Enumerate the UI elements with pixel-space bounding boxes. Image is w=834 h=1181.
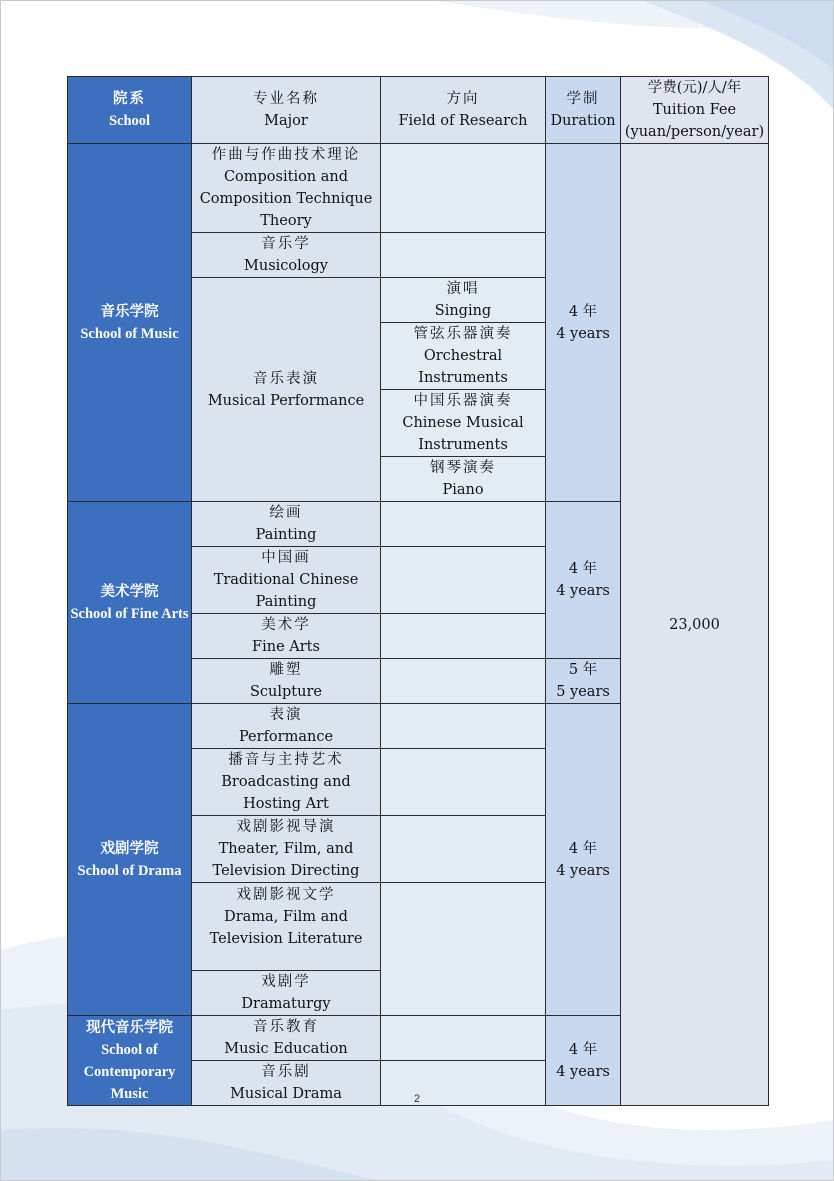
school-en: School of Drama	[77, 862, 182, 879]
field-cell	[381, 390, 546, 457]
page-number: 2	[413, 1093, 421, 1105]
major-en: Musical Drama	[230, 1086, 342, 1102]
major-zh: 绘画	[269, 505, 303, 521]
major-en: Composition and Composition Technique Theory	[199, 169, 373, 229]
major-cell	[192, 816, 381, 883]
major-zh: 播音与主持艺术	[228, 752, 344, 768]
field-cell	[381, 278, 546, 323]
major-en: Musicology	[244, 258, 328, 274]
field-cell-empty	[381, 144, 546, 233]
major-zh: 音乐剧	[261, 1064, 311, 1080]
school-cell-fine-arts	[68, 502, 192, 704]
school-zh: 现代音乐学院	[86, 1019, 173, 1036]
duration-zh: 4 年	[568, 303, 598, 320]
school-zh: 音乐学院	[100, 303, 159, 320]
field-cell-empty	[381, 749, 546, 816]
field-cell-empty	[381, 1016, 546, 1061]
field-en: Orchestral Instruments	[418, 348, 508, 386]
major-en: Fine Arts	[252, 639, 320, 655]
major-cell	[192, 233, 381, 278]
field-zh: 钢琴演奏	[430, 460, 496, 476]
header-fee	[621, 77, 769, 144]
field-zh: 中国乐器演奏	[413, 393, 513, 409]
major-zh: 美术学	[261, 617, 311, 633]
school-cell-drama	[68, 704, 192, 1016]
school-zh: 戏剧学院	[100, 840, 159, 857]
major-zh: 音乐学	[261, 236, 311, 252]
major-cell	[192, 1016, 381, 1061]
major-cell	[192, 502, 381, 547]
duration-en: 4 years	[556, 862, 610, 879]
major-en: Broadcasting and Hosting Art	[221, 774, 351, 812]
header-major-zh: 专业名称	[253, 91, 319, 107]
field-cell-empty	[381, 614, 546, 659]
duration-cell-contemporary-music	[546, 1016, 621, 1106]
school-en: School of Contemporary Music	[83, 1041, 176, 1102]
major-zh: 表演	[269, 707, 303, 723]
header-field-zh: 方向	[446, 91, 480, 107]
field-zh: 演唱	[446, 281, 480, 297]
duration-en: 4 years	[556, 325, 610, 342]
duration-cell-sculpture	[546, 659, 621, 704]
header-field	[381, 77, 546, 144]
header-fee-en: Tuition Fee	[652, 102, 737, 118]
duration-en: 5 years	[556, 684, 610, 700]
field-zh: 管弦乐器演奏	[413, 326, 513, 342]
major-cell	[192, 614, 381, 659]
field-en: Piano	[442, 482, 484, 498]
major-cell	[192, 659, 381, 704]
duration-en: 4 years	[556, 583, 610, 599]
major-zh: 戏剧影视文学	[236, 887, 336, 903]
major-zh: 作曲与作曲技术理论	[211, 147, 361, 163]
major-en: Traditional Chinese Painting	[213, 572, 359, 610]
major-cell	[192, 704, 381, 749]
header-major	[192, 77, 381, 144]
major-zh: 中国画	[261, 550, 311, 566]
field-en: Singing	[434, 303, 492, 319]
tuition-fee-value: 23,000	[669, 616, 720, 633]
major-cell	[192, 278, 381, 502]
school-en: School of Fine Arts	[70, 605, 189, 622]
school-en: School of Music	[80, 325, 179, 342]
program-table-container	[67, 76, 769, 1106]
school-cell-music	[68, 144, 192, 502]
duration-en: 4 years	[556, 1063, 610, 1080]
major-en: Painting	[255, 527, 317, 543]
major-zh: 戏剧学	[261, 974, 311, 990]
field-cell-empty	[381, 816, 546, 883]
major-en: Drama, Film and Television Literature	[209, 909, 363, 947]
major-cell	[192, 883, 381, 971]
duration-zh: 4 年	[568, 840, 598, 857]
header-school-en: School	[108, 113, 151, 129]
field-cell	[381, 323, 546, 390]
duration-cell-drama	[546, 704, 621, 1016]
major-zh: 音乐表演	[253, 370, 319, 387]
header-school-zh: 院系	[113, 91, 146, 107]
duration-zh: 4 年	[568, 561, 598, 577]
field-cell-empty	[381, 704, 546, 749]
field-cell-empty	[381, 547, 546, 614]
major-cell	[192, 749, 381, 816]
field-cell-empty	[381, 883, 546, 1016]
major-en: Sculpture	[250, 684, 322, 700]
major-zh: 雕塑	[269, 662, 303, 678]
major-cell	[192, 547, 381, 614]
duration-cell-music	[546, 144, 621, 502]
field-cell-empty	[381, 502, 546, 547]
duration-cell-fine-arts	[546, 502, 621, 659]
header-duration-en: Duration	[550, 113, 616, 129]
table-row	[68, 144, 769, 233]
duration-zh: 4 年	[568, 1041, 598, 1058]
major-en: Performance	[238, 729, 334, 745]
major-en: Dramaturgy	[241, 996, 331, 1012]
major-cell	[192, 144, 381, 233]
header-school	[68, 77, 192, 144]
header-fee-en2: (yuan/person/year)	[624, 124, 765, 140]
duration-zh: 5 年	[568, 662, 598, 678]
header-duration	[546, 77, 621, 144]
major-en: Theater, Film, and Television Directing	[212, 841, 360, 879]
header-major-en: Major	[264, 113, 308, 129]
field-cell-empty	[381, 233, 546, 278]
school-zh: 美术学院	[100, 583, 159, 600]
field-en: Chinese Musical Instruments	[402, 415, 524, 453]
header-duration-zh: 学制	[566, 91, 600, 107]
table-header-row	[68, 77, 769, 144]
major-cell	[192, 971, 381, 1016]
school-cell-contemporary-music	[68, 1016, 192, 1106]
major-en: Music Education	[224, 1041, 348, 1057]
field-cell	[381, 457, 546, 502]
major-zh: 音乐教育	[253, 1019, 319, 1035]
field-cell-empty	[381, 659, 546, 704]
program-table	[67, 76, 769, 1106]
major-zh: 戏剧影视导演	[236, 819, 336, 835]
tuition-fee-cell	[621, 144, 769, 1106]
header-fee-zh: 学费(元)/人/年	[647, 80, 742, 96]
header-field-en: Field of Research	[398, 113, 528, 129]
major-en: Musical Performance	[207, 392, 365, 409]
